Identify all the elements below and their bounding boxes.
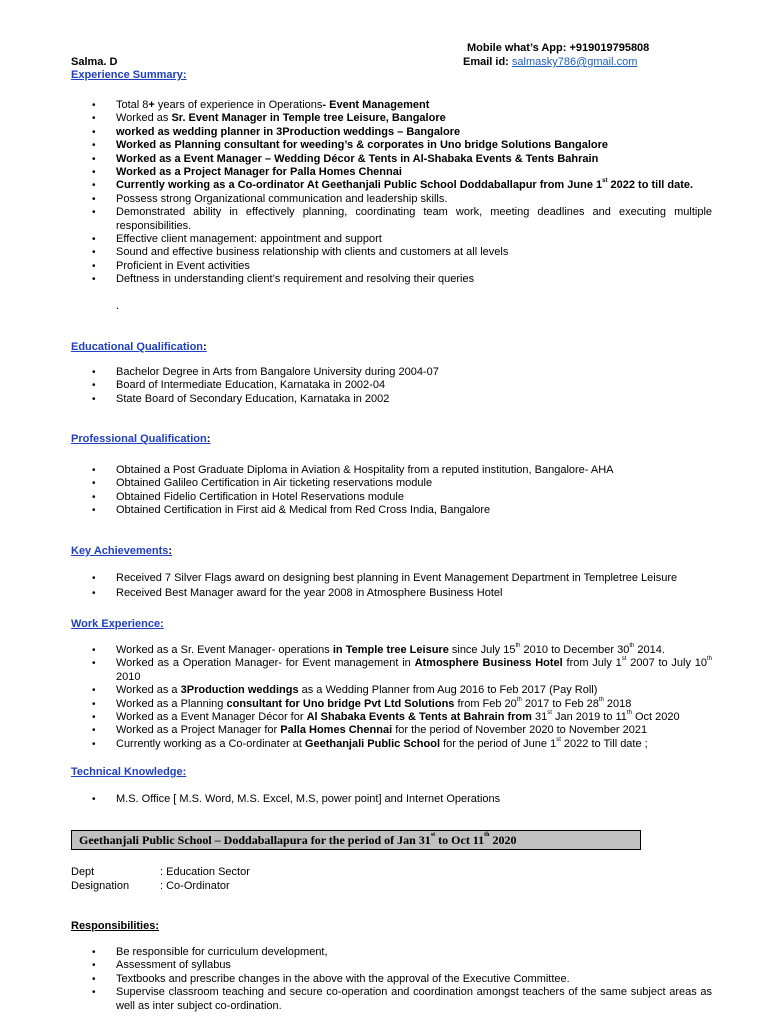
list-item: • worked as wedding planner in 3Production weddings – Bangalore	[92, 126, 712, 139]
trailing-dot: .	[116, 300, 120, 312]
mobile-number: Mobile what’s App: +919019795808	[467, 42, 650, 54]
responsibilities-title: Responsibilities:	[71, 920, 160, 932]
list-item: • Deftness in understanding client’s requirement and resolving their queries	[92, 273, 712, 286]
list-item: • Worked as Planning consultant for weeding’s & corporates in Uno bridge Solutions Bangalore	[92, 139, 712, 152]
list-item: • Worked as a Operation Manager- for Event management in Atmosphere Business Hotel from July 1st 2007 to July 10th 2010	[92, 657, 712, 684]
list-item: • Worked as a 3Production weddings as a Wedding Planner from Aug 2016 to Feb 2017 (Pay Roll)	[92, 684, 712, 697]
email-link[interactable]: salmasky786@gmail.com	[511, 56, 638, 68]
email-label: Email id:	[463, 56, 509, 68]
list-item: • Possess strong Organizational communication and leadership skills.	[92, 193, 712, 206]
technical-title: Technical Knowledge:	[71, 766, 187, 778]
list-item: • Obtained Fidelio Certification in Hotel Reservations module	[92, 491, 712, 504]
list-item: • Be responsible for curriculum development,	[92, 946, 712, 959]
list-item: • Obtained Certification in First aid & Medical from Red Cross India, Bangalore	[92, 504, 712, 517]
list-item: • Textbooks and prescribe changes in the above with the approval of the Executive Committee.	[92, 973, 712, 986]
list-item: • Received 7 Silver Flags award on designing best planning in Event Management Department in Templetree Leisure	[92, 572, 732, 585]
responsibilities-list	[92, 946, 712, 1013]
list-item: • Currently working as a Co-ordinator At Geethanjali Public School Doddaballapur from June 1st 2022 to till date.	[92, 179, 712, 192]
list-item: • Demonstrated ability in effectively planning, coordinating team work, meeting deadlines and executing multiple responsibilities.	[92, 206, 712, 233]
list-item: • Received Best Manager award for the year 2008 in Atmosphere Business Hotel	[92, 587, 732, 600]
list-item: • Effective client management: appointment and support	[92, 233, 712, 246]
dept-value: : Education Sector	[160, 866, 250, 878]
list-item: • Total 8+ years of experience in Operations- Event Management	[92, 99, 712, 112]
list-item: • Worked as a Project Manager for Palla Homes Chennai	[92, 166, 712, 179]
education-list	[92, 366, 712, 406]
achievements-title: Key Achievements:	[71, 545, 173, 557]
list-item: • State Board of Secondary Education, Karnataka in 2002	[92, 393, 712, 406]
email-line	[463, 56, 637, 68]
list-item: • Obtained a Post Graduate Diploma in Aviation & Hospitality from a reputed institution, Bangalore- AHA	[92, 464, 712, 477]
list-item: • Proficient in Event activities	[92, 260, 712, 273]
list-item: • Worked as a Sr. Event Manager- operations in Temple tree Leisure since July 15th 2010 to December 30th 2014.	[92, 644, 712, 657]
list-item: • Bachelor Degree in Arts from Bangalore University during 2004-07	[92, 366, 712, 379]
designation-label: Designation	[71, 880, 130, 892]
list-item: • Supervise classroom teaching and secure co-operation and coordination amongst teachers of the same subject areas as well as inter subject co-ordination.	[92, 986, 712, 1013]
technical-list	[92, 793, 712, 806]
list-item: • Board of Intermediate Education, Karnataka in 2002-04	[92, 379, 712, 392]
list-item: • Worked as a Event Manager Décor for Al Shabaka Events & Tents at Bahrain from 31st Jan 2019 to 11th Oct 2020	[92, 711, 712, 724]
list-item: • M.S. Office [ M.S. Word, M.S. Excel, M.S, power point] and Internet Operations	[92, 793, 712, 806]
achievements-list	[92, 572, 732, 601]
education-title: Educational Qualification:	[71, 341, 207, 353]
candidate-name: Salma. D	[71, 56, 118, 68]
list-item: • Worked as a Project Manager for Palla Homes Chennai for the period of November 2020 to November 2021	[92, 724, 712, 737]
list-item: • Currently working as a Co-ordinater at Geethanjali Public School for the period of June 1st 2022 to Till date ;	[92, 738, 712, 751]
designation-value: : Co-Ordinator	[160, 880, 230, 892]
professional-list	[92, 464, 712, 518]
work-experience-list	[92, 644, 712, 751]
experience-summary-title: Experience Summary:	[71, 69, 187, 81]
experience-summary-list	[92, 99, 712, 287]
list-item: • Assessment of syllabus	[92, 959, 712, 972]
list-item: • Worked as Sr. Event Manager in Temple tree Leisure, Bangalore	[92, 112, 712, 125]
list-item: • Worked as a Planning consultant for Uno bridge Pvt Ltd Solutions from Feb 20th 2017 to Feb 28th 2018	[92, 698, 712, 711]
work-experience-title: Work Experience:	[71, 618, 164, 630]
list-item: • Sound and effective business relationship with clients and customers at all levels	[92, 246, 712, 259]
dept-label: Dept	[71, 866, 95, 878]
list-item: • Worked as a Event Manager – Wedding Décor & Tents in Al-Shabaka Events & Tents Bahrain	[92, 153, 712, 166]
current-job-heading: Geethanjali Public School – Doddaballapura for the period of Jan 31st to Oct 11th 2020	[71, 830, 641, 850]
professional-title: Professional Qualification:	[71, 433, 211, 445]
list-item: • Obtained Galileo Certification in Air ticketing reservations module	[92, 477, 712, 490]
